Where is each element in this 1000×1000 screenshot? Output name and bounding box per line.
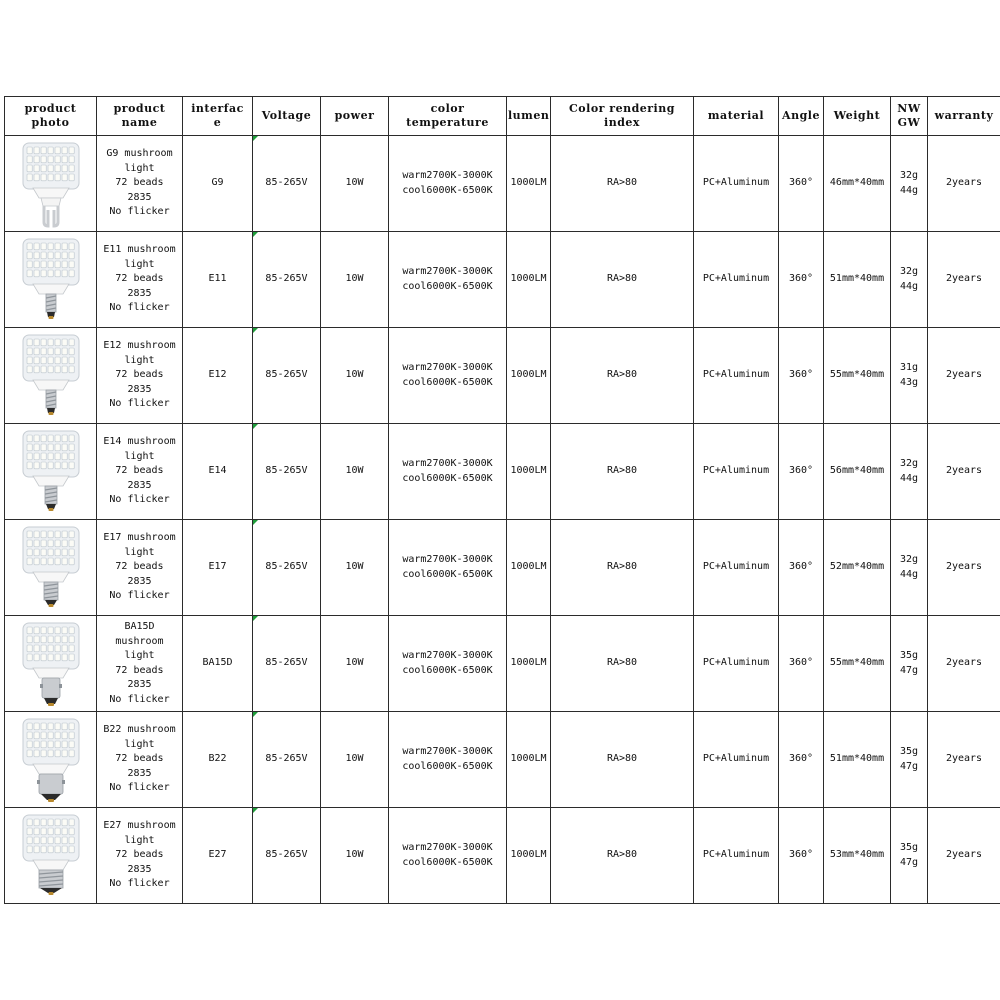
- nw-value: 31g: [899, 362, 919, 373]
- color-temperature-line: cool6000K-6500K: [402, 760, 493, 772]
- gw-value: 44g: [899, 568, 919, 580]
- cri-cell: RA>80: [551, 136, 694, 232]
- table-row: [5, 712, 1000, 808]
- product-name-line: light: [124, 162, 155, 174]
- product-name-line: light: [124, 354, 155, 366]
- header-label: GW: [897, 116, 921, 129]
- product-name-cell: [97, 424, 183, 520]
- header-label: power: [334, 109, 375, 122]
- voltage-cell: 85-265V: [253, 232, 321, 328]
- color-temperature-cell: [389, 232, 507, 328]
- product-name-line: No flicker: [109, 398, 170, 410]
- nw-value: 35g: [899, 746, 919, 757]
- header-row: [5, 97, 1000, 136]
- voltage-cell: 85-265V: [253, 136, 321, 232]
- product-photo-cell: [5, 616, 97, 712]
- material-cell: PC+Aluminum: [694, 616, 779, 712]
- header-material: [694, 97, 779, 136]
- header-label: product: [113, 102, 166, 115]
- lumen-cell: 1000LM: [507, 136, 551, 232]
- color-temperature-line: cool6000K-6500K: [402, 856, 493, 868]
- nw-gw-cell: [891, 520, 928, 616]
- product-name-cell: [97, 520, 183, 616]
- product-name-line: 72 beads: [115, 369, 164, 381]
- header-label: index: [604, 116, 640, 129]
- product-name-cell: [97, 808, 183, 904]
- product-name-line: E11 mushroom: [103, 244, 176, 256]
- product-name-line: E14 mushroom: [103, 436, 176, 448]
- product-name-line: 2835: [127, 383, 152, 395]
- e12-bulb-photo: [5, 332, 96, 420]
- header-power: [321, 97, 389, 136]
- header-label: color: [430, 102, 465, 115]
- header-angle: [779, 97, 824, 136]
- cri-cell: RA>80: [551, 232, 694, 328]
- product-name-line: No flicker: [109, 878, 170, 890]
- nw-gw-cell: [891, 328, 928, 424]
- lumen-cell: 1000LM: [507, 808, 551, 904]
- weight-cell: 53mm*40mm: [824, 808, 891, 904]
- interface-cell: G9: [183, 136, 253, 232]
- product-name-line: No flicker: [109, 302, 170, 314]
- product-photo-cell: [5, 424, 97, 520]
- header-label: photo: [31, 116, 70, 129]
- header-voltage: [253, 97, 321, 136]
- table-row: [5, 424, 1000, 520]
- header-label: warranty: [934, 109, 994, 122]
- spec-table: [4, 96, 1000, 904]
- power-cell: 10W: [321, 616, 389, 712]
- color-temperature-line: cool6000K-6500K: [402, 472, 493, 484]
- interface-cell: E14: [183, 424, 253, 520]
- interface-cell: BA15D: [183, 616, 253, 712]
- material-cell: PC+Aluminum: [694, 424, 779, 520]
- gw-value: 44g: [899, 184, 919, 196]
- weight-cell: 55mm*40mm: [824, 616, 891, 712]
- product-name-line: light: [124, 650, 155, 661]
- header-label: material: [707, 109, 765, 122]
- nw-gw-cell: [891, 712, 928, 808]
- angle-cell: 360°: [779, 520, 824, 616]
- product-name-line: No flicker: [109, 693, 170, 705]
- angle-cell: 360°: [779, 712, 824, 808]
- product-photo-cell: [5, 808, 97, 904]
- lumen-cell: 1000LM: [507, 616, 551, 712]
- color-temperature-line: cool6000K-6500K: [402, 184, 493, 196]
- power-cell: 10W: [321, 328, 389, 424]
- gw-value: 47g: [899, 760, 919, 772]
- product-name-line: light: [124, 450, 155, 462]
- product-name-cell: [97, 712, 183, 808]
- ba15d-bulb-photo: [5, 620, 96, 708]
- angle-cell: 360°: [779, 136, 824, 232]
- color-temperature-line: warm2700K-3000K: [402, 458, 493, 469]
- product-name-line: 2835: [127, 479, 152, 491]
- voltage-cell: 85-265V: [253, 328, 321, 424]
- header-label: interfac: [191, 102, 244, 115]
- color-temperature-line: warm2700K-3000K: [402, 266, 493, 277]
- product-name-line: E17 mushroom: [103, 532, 176, 544]
- header-interface: [183, 97, 253, 136]
- product-name-line: 72 beads: [115, 177, 164, 189]
- color-temperature-line: warm2700K-3000K: [402, 842, 493, 853]
- color-temperature-cell: [389, 136, 507, 232]
- product-name-cell: [97, 616, 183, 712]
- product-name-cell: [97, 136, 183, 232]
- product-name-line: 2835: [127, 863, 152, 875]
- product-photo-cell: [5, 232, 97, 328]
- power-cell: 10W: [321, 136, 389, 232]
- e17-bulb-photo: [5, 524, 96, 612]
- angle-cell: 360°: [779, 808, 824, 904]
- header-label: Weight: [833, 109, 881, 122]
- power-cell: 10W: [321, 520, 389, 616]
- product-name-line: light: [124, 738, 155, 750]
- header-warranty: [928, 97, 1000, 136]
- power-cell: 10W: [321, 424, 389, 520]
- product-name-line: B22 mushroom: [103, 724, 176, 736]
- nw-gw-cell: [891, 232, 928, 328]
- voltage-cell: 85-265V: [253, 424, 321, 520]
- material-cell: PC+Aluminum: [694, 136, 779, 232]
- product-name-line: light: [124, 258, 155, 270]
- angle-cell: 360°: [779, 232, 824, 328]
- table-row: [5, 232, 1000, 328]
- product-photo-cell: [5, 712, 97, 808]
- header-label: NW: [897, 102, 921, 115]
- product-name-line: 72 beads: [115, 753, 164, 765]
- material-cell: PC+Aluminum: [694, 712, 779, 808]
- header-name: [97, 97, 183, 136]
- header-label: Angle: [782, 109, 820, 122]
- material-cell: PC+Aluminum: [694, 328, 779, 424]
- product-name-line: 2835: [127, 679, 152, 690]
- color-temperature-line: warm2700K-3000K: [402, 170, 493, 181]
- product-name-line: No flicker: [109, 494, 170, 506]
- color-temperature-line: warm2700K-3000K: [402, 650, 493, 661]
- nw-value: 32g: [899, 266, 919, 277]
- nw-value: 32g: [899, 554, 919, 565]
- lumen-cell: 1000LM: [507, 712, 551, 808]
- angle-cell: 360°: [779, 616, 824, 712]
- table-row: [5, 520, 1000, 616]
- warranty-cell: 2years: [928, 616, 1000, 712]
- color-temperature-line: warm2700K-3000K: [402, 362, 493, 373]
- product-photo-cell: [5, 136, 97, 232]
- voltage-cell: 85-265V: [253, 616, 321, 712]
- color-temperature-cell: [389, 808, 507, 904]
- weight-cell: 51mm*40mm: [824, 712, 891, 808]
- color-temperature-line: cool6000K-6500K: [402, 280, 493, 292]
- nw-gw-cell: [891, 136, 928, 232]
- product-name-line: 72 beads: [115, 273, 164, 285]
- material-cell: PC+Aluminum: [694, 808, 779, 904]
- warranty-cell: 2years: [928, 808, 1000, 904]
- color-temperature-cell: [389, 328, 507, 424]
- interface-cell: E11: [183, 232, 253, 328]
- angle-cell: 360°: [779, 328, 824, 424]
- color-temperature-cell: [389, 616, 507, 712]
- color-temperature-cell: [389, 424, 507, 520]
- voltage-cell: 85-265V: [253, 712, 321, 808]
- product-name-line: No flicker: [109, 206, 170, 218]
- weight-cell: 52mm*40mm: [824, 520, 891, 616]
- product-name-line: BA15D: [124, 621, 155, 632]
- product-name-line: light: [124, 834, 155, 846]
- product-name-line: 72 beads: [115, 561, 164, 573]
- interface-cell: E12: [183, 328, 253, 424]
- warranty-cell: 2years: [928, 136, 1000, 232]
- nw-value: 35g: [899, 650, 919, 661]
- product-name-line: 72 beads: [115, 664, 164, 676]
- material-cell: PC+Aluminum: [694, 520, 779, 616]
- color-temperature-line: warm2700K-3000K: [402, 746, 493, 757]
- header-weight: [824, 97, 891, 136]
- product-name-line: 2835: [127, 767, 152, 779]
- gw-value: 44g: [899, 472, 919, 484]
- product-name-line: No flicker: [109, 590, 170, 602]
- cri-cell: RA>80: [551, 520, 694, 616]
- product-name-line: 72 beads: [115, 849, 164, 861]
- warranty-cell: 2years: [928, 712, 1000, 808]
- e11-bulb-photo: [5, 236, 96, 324]
- cri-cell: RA>80: [551, 712, 694, 808]
- product-name-line: E12 mushroom: [103, 340, 176, 352]
- voltage-cell: 85-265V: [253, 808, 321, 904]
- header-label: name: [121, 116, 158, 129]
- warranty-cell: 2years: [928, 520, 1000, 616]
- gw-value: 47g: [899, 664, 919, 676]
- material-cell: PC+Aluminum: [694, 232, 779, 328]
- header-lumen: [507, 97, 551, 136]
- product-photo-cell: [5, 520, 97, 616]
- power-cell: 10W: [321, 232, 389, 328]
- color-temperature-line: warm2700K-3000K: [402, 554, 493, 565]
- header-label: Color rendering: [569, 102, 675, 115]
- table-row: [5, 328, 1000, 424]
- power-cell: 10W: [321, 712, 389, 808]
- weight-cell: 46mm*40mm: [824, 136, 891, 232]
- gw-value: 44g: [899, 280, 919, 292]
- table-row: [5, 136, 1000, 232]
- header-photo: [5, 97, 97, 136]
- interface-cell: E17: [183, 520, 253, 616]
- product-name-cell: [97, 232, 183, 328]
- nw-value: 35g: [899, 842, 919, 853]
- product-name-line: G9 mushroom: [106, 148, 173, 160]
- g9-bulb-photo: [5, 140, 96, 228]
- nw-gw-cell: [891, 424, 928, 520]
- angle-cell: 360°: [779, 424, 824, 520]
- gw-value: 47g: [899, 856, 919, 868]
- warranty-cell: 2years: [928, 232, 1000, 328]
- header-label: lumen: [508, 109, 550, 122]
- product-name-line: 2835: [127, 191, 152, 203]
- color-temperature-cell: [389, 520, 507, 616]
- header-color-temperature: [389, 97, 507, 136]
- weight-cell: 51mm*40mm: [824, 232, 891, 328]
- b22-bulb-photo: [5, 716, 96, 804]
- warranty-cell: 2years: [928, 328, 1000, 424]
- product-name-cell: [97, 328, 183, 424]
- lumen-cell: 1000LM: [507, 520, 551, 616]
- nw-value: 32g: [899, 458, 919, 469]
- nw-gw-cell: [891, 616, 928, 712]
- header-label: Voltage: [261, 109, 312, 122]
- cri-cell: RA>80: [551, 616, 694, 712]
- gw-value: 43g: [899, 376, 919, 388]
- weight-cell: 56mm*40mm: [824, 424, 891, 520]
- header-color-rendering-index: [551, 97, 694, 136]
- header-nw-gw: [891, 97, 928, 136]
- power-cell: 10W: [321, 808, 389, 904]
- lumen-cell: 1000LM: [507, 328, 551, 424]
- table-row: [5, 808, 1000, 904]
- color-temperature-line: cool6000K-6500K: [402, 376, 493, 388]
- product-name-line: No flicker: [109, 782, 170, 794]
- table-body: [5, 136, 1000, 904]
- nw-value: 32g: [899, 170, 919, 181]
- product-name-line: 72 beads: [115, 465, 164, 477]
- cri-cell: RA>80: [551, 808, 694, 904]
- lumen-cell: 1000LM: [507, 424, 551, 520]
- spec-sheet: [4, 96, 1000, 904]
- product-name-line: 2835: [127, 575, 152, 587]
- product-name-line: light: [124, 546, 155, 558]
- warranty-cell: 2years: [928, 424, 1000, 520]
- interface-cell: E27: [183, 808, 253, 904]
- color-temperature-line: cool6000K-6500K: [402, 568, 493, 580]
- product-name-line: mushroom: [115, 635, 164, 647]
- product-photo-cell: [5, 328, 97, 424]
- voltage-cell: 85-265V: [253, 520, 321, 616]
- nw-gw-cell: [891, 808, 928, 904]
- product-name-line: E27 mushroom: [103, 820, 176, 832]
- color-temperature-cell: [389, 712, 507, 808]
- header-label: temperature: [406, 116, 489, 129]
- cri-cell: RA>80: [551, 328, 694, 424]
- cri-cell: RA>80: [551, 424, 694, 520]
- weight-cell: 55mm*40mm: [824, 328, 891, 424]
- header-label: e: [213, 116, 222, 129]
- interface-cell: B22: [183, 712, 253, 808]
- e14-bulb-photo: [5, 428, 96, 516]
- table-row: [5, 616, 1000, 712]
- e27-bulb-photo: [5, 812, 96, 900]
- product-name-line: 2835: [127, 287, 152, 299]
- header-label: product: [24, 102, 77, 115]
- lumen-cell: 1000LM: [507, 232, 551, 328]
- color-temperature-line: cool6000K-6500K: [402, 664, 493, 676]
